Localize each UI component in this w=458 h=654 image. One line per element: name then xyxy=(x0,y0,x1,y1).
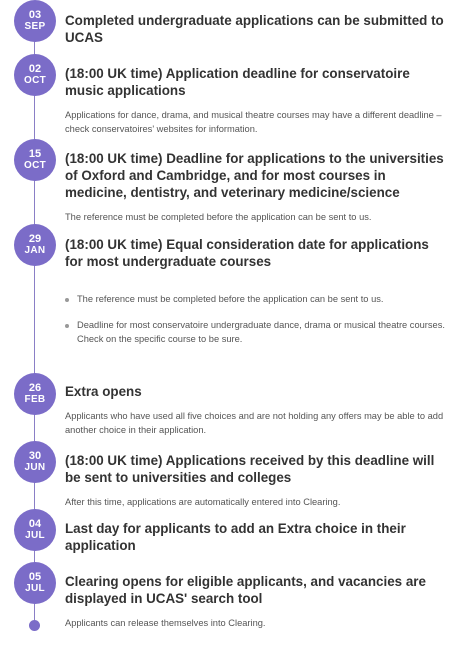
date-badge-sep-03 xyxy=(14,0,56,42)
bullet-text: The reference must be completed before the application can be sent to us. xyxy=(77,294,384,304)
date-day: 05 xyxy=(28,571,42,583)
event-title: (18:00 UK time) Deadline for applications to the universities of Oxford and Cambridge, and for most courses in medicine, dentistry, and veterinary medicine/science xyxy=(65,151,444,200)
timeline-entry xyxy=(65,236,450,270)
date-day: 02 xyxy=(28,63,42,75)
event-title: Completed undergraduate applications can be submitted to UCAS xyxy=(65,13,444,45)
bullet-dot xyxy=(65,298,69,302)
event-description: The reference must be completed before the application can be sent to us. xyxy=(65,212,372,222)
date-month: JUL xyxy=(25,530,45,541)
timeline-entry xyxy=(65,150,450,224)
date-month: OCT xyxy=(23,160,46,171)
list-item xyxy=(65,292,450,306)
event-description: After this time, applications are automatically entered into Clearing. xyxy=(65,497,341,507)
timeline-entry xyxy=(65,452,450,509)
event-title: Clearing opens for eligible applicants, and vacancies are displayed in UCAS' search tool xyxy=(65,574,426,606)
date-month: OCT xyxy=(23,75,46,86)
date-badge-jul-05 xyxy=(14,562,56,604)
date-badge-oct-15 xyxy=(14,139,56,181)
event-description: Applicants can release themselves into Clearing. xyxy=(65,618,266,628)
date-month: FEB xyxy=(24,394,46,405)
date-badge-jul-04 xyxy=(14,509,56,551)
timeline-entry xyxy=(65,383,450,437)
bullet-dot xyxy=(65,324,69,328)
date-badge-jun-30 xyxy=(14,441,56,483)
date-day: 26 xyxy=(28,382,42,394)
date-badge-oct-02 xyxy=(14,54,56,96)
timeline-entry xyxy=(65,573,450,630)
date-day: 30 xyxy=(28,450,42,462)
event-title: (18:00 UK time) Application deadline for conservatoire music applications xyxy=(65,66,410,98)
date-month: JAN xyxy=(24,245,46,256)
date-day: 03 xyxy=(28,9,42,21)
date-month: JUN xyxy=(24,462,46,473)
date-month: JUL xyxy=(25,583,45,594)
timeline-entry xyxy=(65,520,450,554)
timeline-end-dot xyxy=(29,620,40,631)
date-day: 15 xyxy=(28,148,42,160)
date-badge-feb-26 xyxy=(14,373,56,415)
date-badge-jan-29 xyxy=(14,224,56,266)
date-month: SEP xyxy=(24,21,46,32)
event-title: (18:00 UK time) Equal consideration date for applications for most undergraduate courses xyxy=(65,237,429,269)
event-title: Last day for applicants to add an Extra choice in their application xyxy=(65,521,406,553)
timeline-entry xyxy=(65,12,450,46)
bullet-text: Deadline for most conservatoire undergraduate dance, drama or musical theatre courses. Check on the specific course to be sure. xyxy=(77,320,445,344)
date-day: 29 xyxy=(28,233,42,245)
event-title: (18:00 UK time) Applications received by this deadline will be sent to universities and colleges xyxy=(65,453,435,485)
list-item xyxy=(65,318,450,346)
date-day: 04 xyxy=(28,518,42,530)
timeline-entry xyxy=(65,65,450,136)
event-title: Extra opens xyxy=(65,384,142,399)
event-description: Applications for dance, drama, and musical theatre courses may have a different deadline – check conservatoires' websites for information. xyxy=(65,110,442,134)
event-description: Applicants who have used all five choices and are not holding any offers may be able to add another choice in their application. xyxy=(65,411,444,435)
